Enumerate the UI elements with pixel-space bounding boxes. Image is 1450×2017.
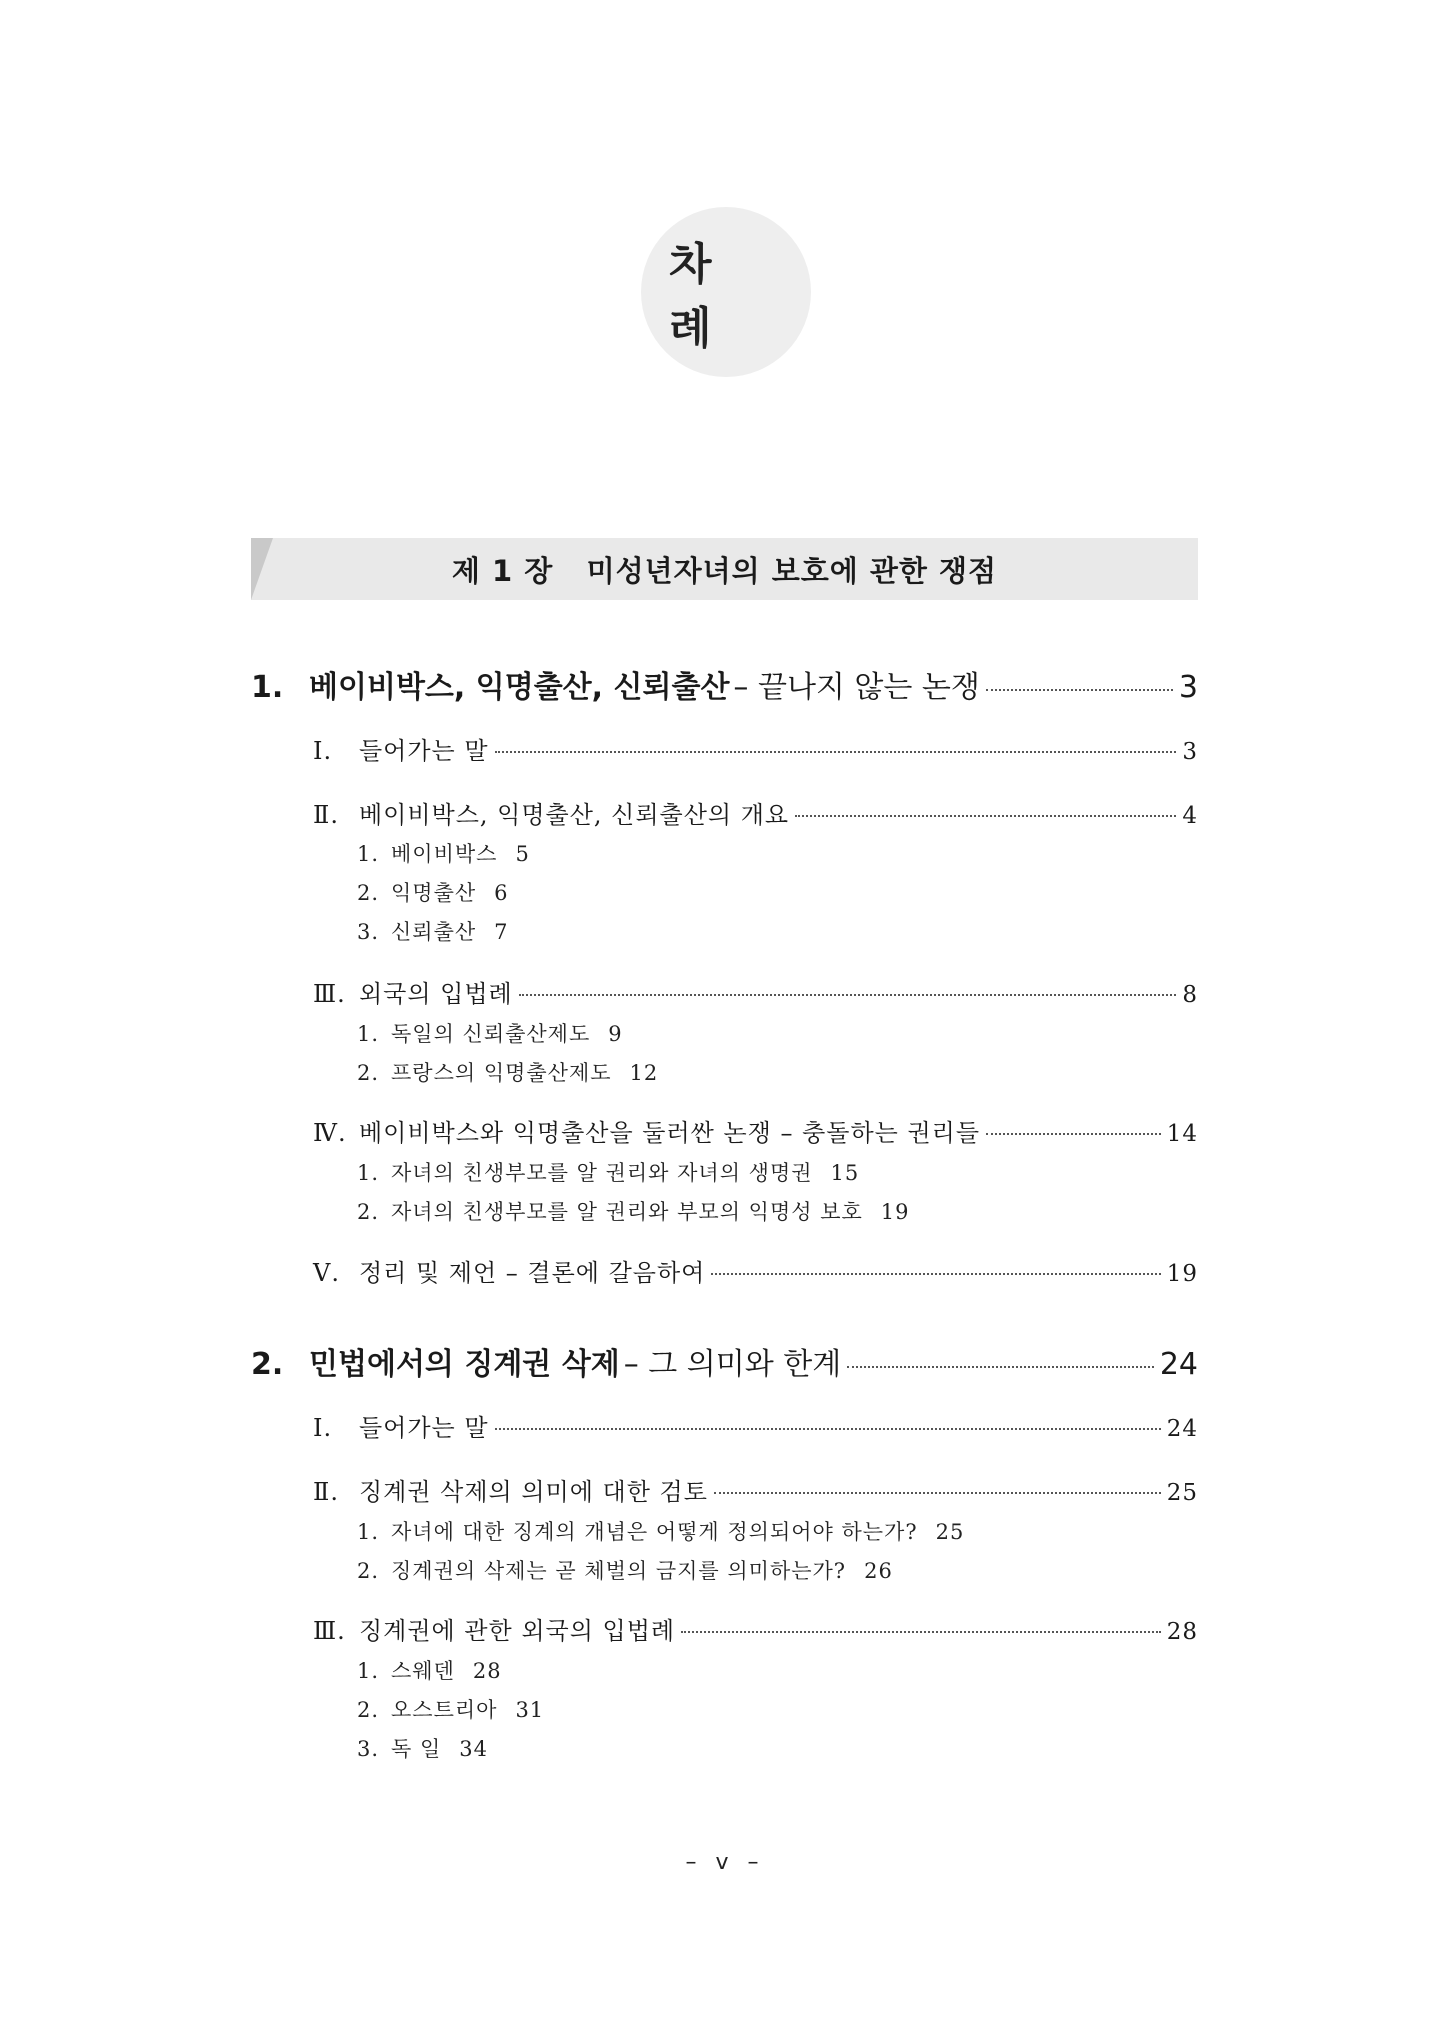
item-title: 베이비박스 <box>391 842 498 866</box>
item-number: 1. <box>357 1659 380 1683</box>
item-number: 3. <box>357 1737 380 1761</box>
section-page: 25 <box>1166 1480 1198 1506</box>
item-title: 오스트리아 <box>391 1698 498 1722</box>
item-number: 2. <box>357 1061 380 1085</box>
part-page: 24 <box>1159 1347 1198 1382</box>
dot-leader <box>714 1492 1161 1494</box>
section-number: Ⅰ. <box>313 737 333 765</box>
item-page: 28 <box>472 1659 502 1683</box>
item-page: 5 <box>515 842 530 866</box>
dot-leader <box>795 815 1176 817</box>
toc-part-2[interactable] <box>251 1339 1198 1383</box>
toc-section[interactable] <box>313 974 1198 1009</box>
toc-section[interactable] <box>313 1611 1198 1646</box>
dot-leader <box>495 1428 1161 1430</box>
toc-item[interactable] <box>357 1655 502 1685</box>
item-number: 2. <box>357 1559 380 1583</box>
item-number: 1. <box>357 1022 380 1046</box>
dot-leader <box>986 1133 1161 1135</box>
page-title: 차 례 <box>669 239 740 354</box>
section-title: 들어가는 말 <box>359 737 489 765</box>
section-page: 4 <box>1182 803 1198 829</box>
item-page: 9 <box>608 1022 623 1046</box>
toc-item[interactable] <box>357 916 509 946</box>
item-number: 1. <box>357 1520 380 1544</box>
item-number: 2. <box>357 881 380 905</box>
item-page: 25 <box>935 1520 965 1544</box>
toc-section[interactable] <box>313 1408 1198 1443</box>
section-title: 들어가는 말 <box>359 1414 489 1442</box>
section-number: Ⅱ. <box>313 1478 339 1506</box>
toc-part-1[interactable] <box>251 662 1198 706</box>
item-title: 프랑스의 익명출산제도 <box>391 1061 612 1085</box>
part-title: 베이비박스, 익명출산, 신뢰출산 <box>309 670 730 705</box>
item-title: 자녀에 대한 징계의 개념은 어떻게 정의되어야 하는가? <box>391 1520 918 1544</box>
part-number: 2. <box>251 1347 284 1382</box>
section-title: 베이비박스, 익명출산, 신뢰출산의 개요 <box>359 801 790 829</box>
section-page: 8 <box>1182 982 1198 1008</box>
toc-item[interactable] <box>357 1555 893 1585</box>
section-title: 징계권에 관한 외국의 입법례 <box>359 1617 676 1645</box>
section-number: Ⅲ. <box>313 1617 346 1645</box>
item-page: 26 <box>864 1559 893 1583</box>
toc-section[interactable] <box>313 1472 1198 1507</box>
toc-item[interactable] <box>357 1057 658 1087</box>
toc-item[interactable] <box>357 838 530 868</box>
section-number: Ⅲ. <box>313 980 346 1008</box>
item-number: 1. <box>357 1161 380 1185</box>
dot-leader <box>711 1273 1160 1275</box>
toc-section[interactable] <box>313 1253 1198 1288</box>
dot-leader <box>519 994 1177 996</box>
item-page: 6 <box>494 881 509 905</box>
part-page: 3 <box>1178 670 1198 705</box>
item-page: 7 <box>494 920 509 944</box>
item-page: 19 <box>880 1200 910 1224</box>
item-title: 스웨덴 <box>391 1659 455 1683</box>
item-title: 자녀의 친생부모를 알 권리와 부모의 익명성 보호 <box>391 1200 863 1224</box>
section-page: 3 <box>1182 739 1198 765</box>
toc-section[interactable] <box>313 1113 1198 1148</box>
toc-item[interactable] <box>357 1694 544 1724</box>
toc-item[interactable] <box>357 1733 488 1763</box>
section-number: Ⅳ. <box>313 1119 347 1147</box>
toc-item[interactable] <box>357 1157 859 1187</box>
item-number: 2. <box>357 1200 380 1224</box>
item-title: 익명출산 <box>391 881 477 905</box>
part-title: 민법에서의 징계권 삭제 <box>309 1347 620 1382</box>
toc-title-circle <box>641 207 811 377</box>
item-number: 2. <box>357 1698 380 1722</box>
dot-leader <box>847 1366 1154 1368</box>
section-title: 베이비박스와 익명출산을 둘러싼 논쟁 – 충돌하는 권리들 <box>359 1119 981 1147</box>
section-number: Ⅰ. <box>313 1414 333 1442</box>
page-number-footer: – v – <box>685 1850 765 1875</box>
section-number: Ⅴ. <box>313 1259 340 1287</box>
section-title: 외국의 입법례 <box>359 980 513 1008</box>
section-number: Ⅱ. <box>313 801 339 829</box>
section-page: 14 <box>1166 1121 1198 1147</box>
toc-item[interactable] <box>357 1018 623 1048</box>
part-number: 1. <box>251 670 284 705</box>
item-title: 자녀의 친생부모를 알 권리와 자녀의 생명권 <box>391 1161 813 1185</box>
chapter-title: 제 1 장 미성년자녀의 보호에 관한 쟁점 <box>451 553 998 588</box>
toc-section[interactable] <box>313 795 1198 830</box>
section-page: 19 <box>1166 1261 1198 1287</box>
part-subtitle: – 끝나지 않는 논쟁 <box>733 670 980 705</box>
toc-item[interactable] <box>357 877 509 907</box>
section-page: 28 <box>1166 1619 1198 1645</box>
item-page: 31 <box>515 1698 545 1722</box>
dot-leader <box>681 1631 1161 1633</box>
section-title: 정리 및 제언 – 결론에 갈음하여 <box>359 1259 706 1287</box>
item-page: 15 <box>830 1161 860 1185</box>
item-title: 신뢰출산 <box>391 920 477 944</box>
item-page: 12 <box>629 1061 659 1085</box>
toc-item[interactable] <box>357 1516 964 1546</box>
chapter-header <box>251 538 1198 600</box>
item-number: 3. <box>357 920 380 944</box>
item-page: 34 <box>459 1737 488 1761</box>
item-number: 1. <box>357 842 380 866</box>
toc-section[interactable] <box>313 731 1198 766</box>
item-title: 독 일 <box>391 1737 442 1761</box>
toc-item[interactable] <box>357 1196 910 1226</box>
dot-leader <box>495 751 1177 753</box>
section-page: 24 <box>1166 1416 1198 1442</box>
part-subtitle: – 그 의미와 한계 <box>623 1347 842 1382</box>
item-title: 독일의 신뢰출산제도 <box>391 1022 591 1046</box>
item-title: 징계권의 삭제는 곧 체벌의 금지를 의미하는가? <box>391 1559 847 1583</box>
dot-leader <box>986 689 1173 691</box>
section-title: 징계권 삭제의 의미에 대한 검토 <box>359 1478 708 1506</box>
